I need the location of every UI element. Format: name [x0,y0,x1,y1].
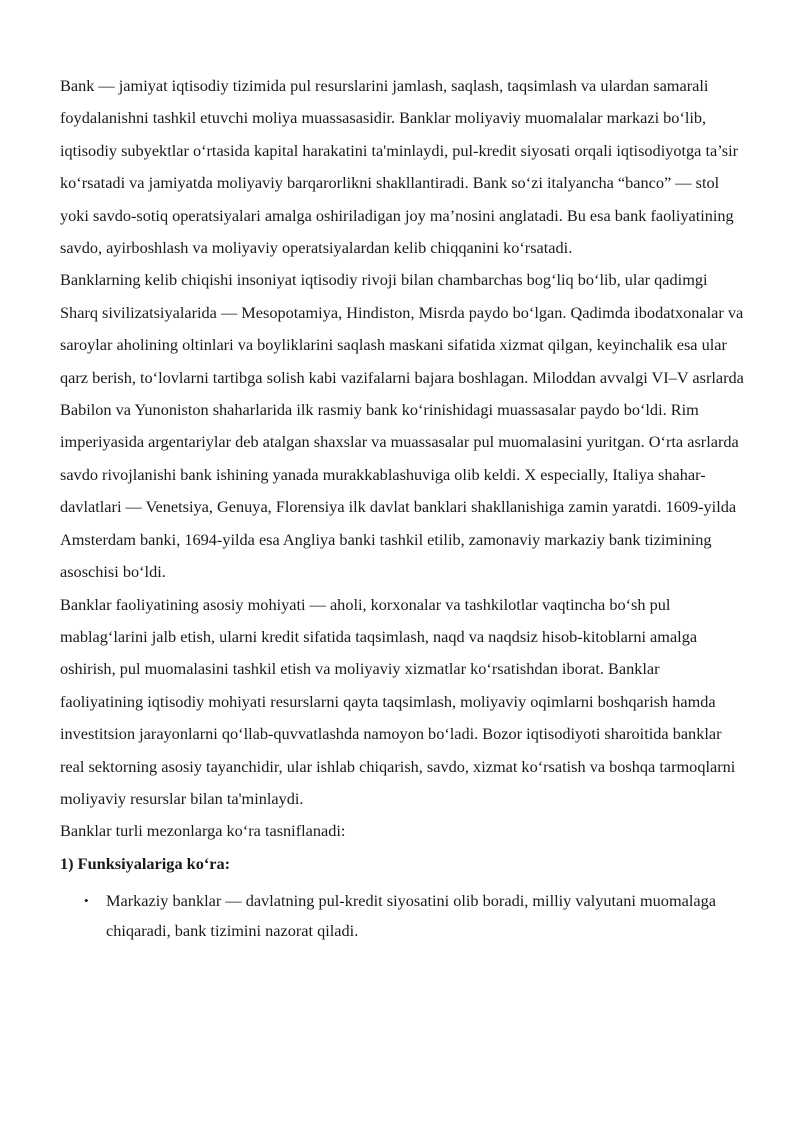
paragraph-bank-history: Banklarning kelib chiqishi insoniyat iqtisodiy rivoji bilan chambarchas bog‘liq bo‘lib, ular qadimgi Sharq sivilizatsiyalarida — Mesopotamiya, Hindiston, Misrda paydo bo‘lgan. Qadimda ibodatxonalar va saroylar aholining oltinlari va boyliklarini saqlash maskani sifatida xizmat qilgan, keyinchalik esa ular qarz berish, to‘lovlarni tartibga solish kabi vazifalarni bajara boshlagan. Miloddan avvalgi VI–V asrlarda Babilon va Yunoniston shaharlarida ilk rasmiy bank ko‘rinishidagi muassasalar paydo bo‘ldi. Rim imperiyasida argentariylar deb atalgan shaxslar va muassasalar pul muomalasini yuritgan. O‘rta asrlarda savdo rivojlanishi bank ishining yanada murakkablashuviga olib keldi. X especially, Italiya shahar-davlatlari — Venetsiya, Genuya, Florensiya ilk davlat banklari shakllanishiga zamin yaratdi. 1609-yilda Amsterdam banki, 1694-yilda esa Angliya banki tashkil etilib, zamonaviy markaziy bank tizimining asoschisi bo‘ldi. [60,270,744,582]
paragraph-bank-definition: Bank — jamiyat iqtisodiy tizimida pul resurslarini jamlash, saqlash, taqsimlash va ulardan samarali foydalanishni tashkil etuvchi moliya muassasasidir. Banklar moliyaviy muomalalar markazi bo‘lib, iqtisodiy subyektlar o‘rtasida kapital harakatini ta'minlaydi, pul-kredit siyosati orqali iqtisodiyotga ta’sir ko‘rsatadi va jamiyatda moliyaviy barqarorlikni shakllantiradi. Bank so‘zi italyancha “banco” — stol yoki savdo-sotiq operatsiyalari amalga oshiriladigan joy ma’nosini anglatadi. Bu esa bank faoliyatining savdo, ayirboshlash va moliyaviy operatsiyalardan kelib chiqqanini ko‘rsatadi. [60,76,739,258]
bullet-icon: • [84,893,89,909]
paragraph-classification-intro: Banklar turli mezonlarga ko‘ra tasniflanadi: [60,821,346,841]
list-item [60,886,745,946]
list-item-text: Markaziy banklar — davlatning pul-kredit siyosatini olib boradi, milliy valyutani muomalaga chiqaradi, bank tizimini nazorat qiladi. [106,891,716,941]
bullet-list [60,886,745,946]
document-page [60,70,745,946]
paragraph-bank-essence: Banklar faoliyatining asosiy mohiyati — aholi, korxonalar va tashkilotlar vaqtincha bo‘sh pul mablag‘larini jalb etish, ularni kredit sifatida taqsimlash, naqd va naqdsiz hisob-kitoblarni amalga oshirish, pul muomalasini tashkil etish va moliyaviy xizmatlar ko‘rsatishdan iborat. Banklar faoliyatining iqtisodiy mohiyati resurslarni qayta taqsimlash, moliyaviy oqimlarni boshqarish hamda investitsion jarayonlarni qo‘llab-quvvatlashda namoyon bo‘ladi. Bozor iqtisodiyoti sharoitida banklar real sektorning asosiy tayanchidir, ular ishlab chiqarish, savdo, xizmat ko‘rsatish va boshqa tarmoqlarni moliyaviy resurslar bilan ta'minlaydi. [60,594,736,808]
section-heading-functions: 1) Funksiyalariga ko‘ra: [60,853,231,873]
